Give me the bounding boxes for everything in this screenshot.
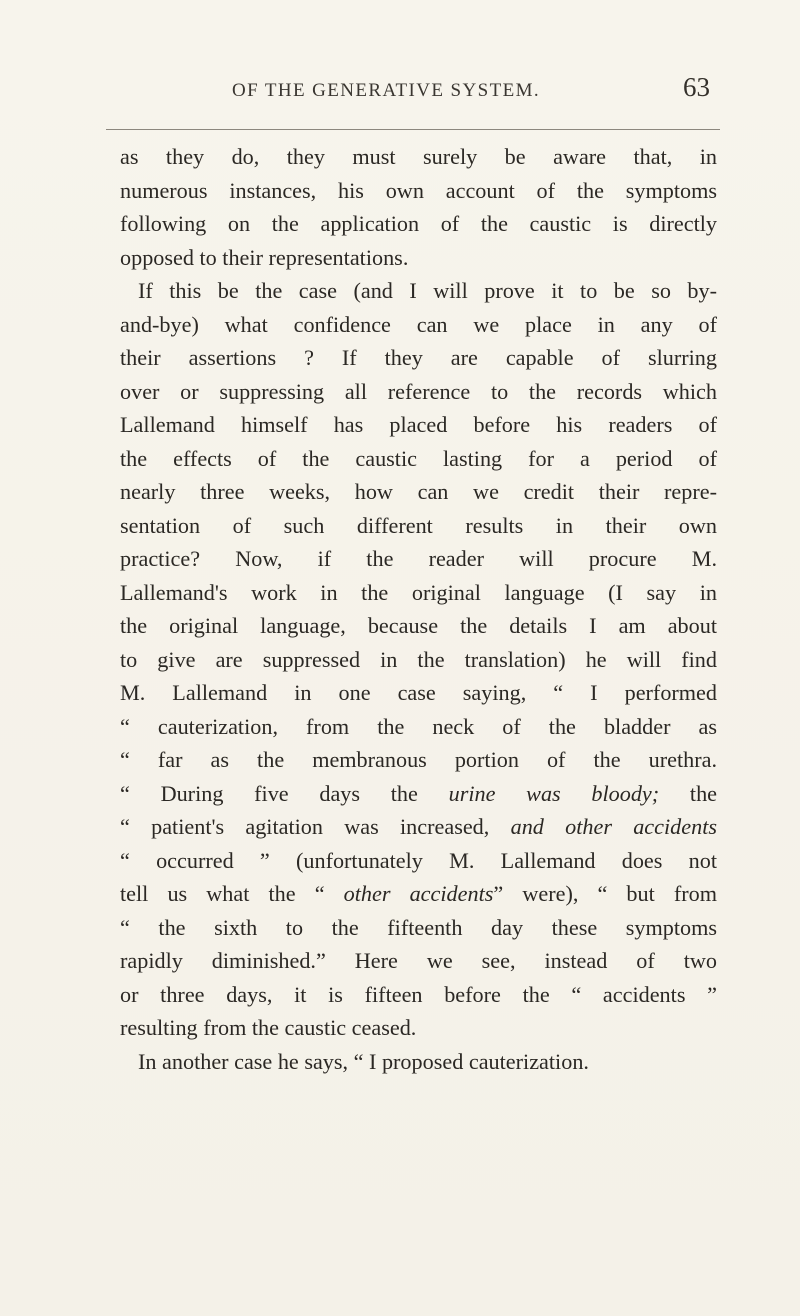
text-line: over or suppressing all reference to the records which xyxy=(120,378,717,404)
text-line: to give are suppressed in the translation) he will find xyxy=(120,646,717,672)
text-line: or three days, it is fifteen before the “ accidents ” xyxy=(120,981,717,1007)
running-head: OF THE GENERATIVE SYSTEM. xyxy=(232,80,541,101)
text-line-mixed xyxy=(120,810,717,844)
italic-phrase: urine was bloody; xyxy=(448,780,660,806)
italic-phrase: and other accidents xyxy=(510,814,718,839)
text-line: practice? Now, if the reader will procure M. xyxy=(120,546,717,571)
text-line: the effects of the caustic lasting for a period of xyxy=(120,445,717,471)
text-line: “ cauterization, from the neck of the bladder as xyxy=(120,713,717,739)
text-line: If this be the case (and I will prove it to be so by- xyxy=(138,278,717,303)
text-line-mixed xyxy=(120,877,717,911)
text-line: as they do, they must surely be aware that, in xyxy=(120,144,717,169)
page-number: 63 xyxy=(683,72,710,102)
text-line: rapidly diminished.” Here we see, instead of two xyxy=(120,948,717,973)
text-segment: the xyxy=(659,780,718,806)
text-segment: ” were), “ but from xyxy=(493,881,718,906)
text-line: sentation of such different results in their own xyxy=(120,512,717,538)
text-line: Lallemand's work in the original language (I say in xyxy=(120,579,717,605)
text-line: the original language, because the details I am about xyxy=(120,613,717,638)
text-line: “ occurred ” (unfortunately M. Lallemand does not xyxy=(120,847,717,873)
text-line: resulting from the caustic ceased. xyxy=(120,1015,417,1040)
text-line: “ the sixth to the fifteenth day these symptoms xyxy=(120,914,717,940)
italic-phrase: other accidents xyxy=(343,881,494,906)
text-line: opposed to their representations. xyxy=(120,244,409,270)
body-text xyxy=(120,140,717,1078)
text-line: “ far as the membranous portion of the urethra. xyxy=(120,747,717,772)
text-line: In another case he says, “ I proposed cauterization. xyxy=(138,1048,589,1074)
text-line: following on the application of the caustic is directly xyxy=(120,211,717,236)
text-segment: tell us what the “ xyxy=(120,881,344,906)
text-line: numerous instances, his own account of the symptoms xyxy=(120,177,717,203)
text-segment: “ During five days the xyxy=(120,780,449,806)
text-line: their assertions ? If they are capable of slurring xyxy=(120,345,717,370)
text-line: Lallemand himself has placed before his readers of xyxy=(120,412,717,437)
text-line: M. Lallemand in one case saying, “ I performed xyxy=(120,680,717,705)
text-line-mixed xyxy=(120,777,717,811)
text-line: and-bye) what confidence can we place in any of xyxy=(120,311,717,337)
header-rule xyxy=(106,129,720,130)
text-segment: “ patient's agitation was increased, xyxy=(120,814,511,839)
text-line: nearly three weeks, how can we credit their repre- xyxy=(120,479,717,504)
